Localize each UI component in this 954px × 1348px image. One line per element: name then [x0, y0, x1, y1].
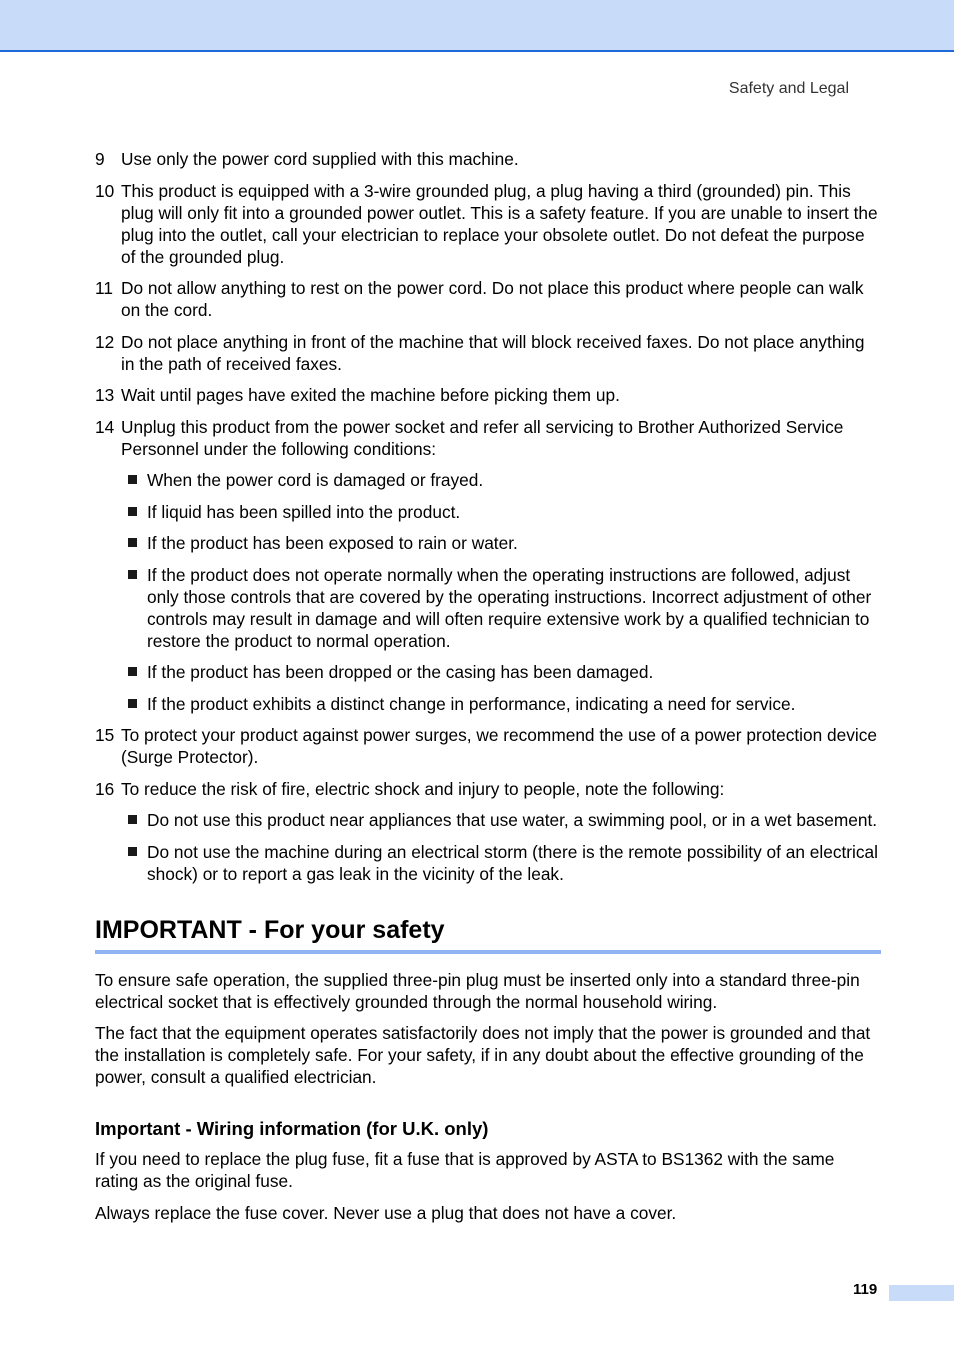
- item-number: 11: [95, 278, 113, 298]
- list-item: [95, 148, 881, 170]
- section-title: IMPORTANT - For your safety: [95, 915, 445, 944]
- bullet-text: If the product has been exposed to rain or water.: [147, 533, 518, 553]
- bullet-text: Do not use this product near appliances that use water, a swimming pool, or in a wet basement.: [147, 810, 878, 830]
- list-item: [95, 277, 881, 321]
- square-bullet-icon: [128, 475, 137, 484]
- bullet-item: [95, 501, 881, 523]
- list-item: [95, 384, 881, 406]
- list-item: [95, 416, 881, 460]
- item-text: Do not place anything in front of the machine that will block received faxes. Do not place anything in the path of received faxes.: [121, 331, 865, 374]
- item-number: 9: [95, 149, 105, 169]
- item-text: This product is equipped with a 3-wire grounded plug, a plug having a third (grounded) pin. This plug will only fit into a grounded power outlet. This is a safety feature. If you are unable to insert the plug into the outlet, call your electrician to replace your obsolete outlet. Do not defeat the purpose of the grounded plug.: [121, 180, 878, 267]
- item-text: Use only the power cord supplied with this machine.: [121, 149, 519, 169]
- bullet-item: [95, 661, 881, 683]
- item-number: 12: [95, 331, 115, 352]
- page-tab: [889, 1285, 954, 1301]
- list-item: [95, 778, 881, 800]
- running-title: Safety and Legal: [728, 80, 849, 97]
- list-item: [95, 331, 881, 375]
- list-item: [95, 724, 881, 768]
- item-number: 15: [95, 725, 115, 745]
- bullet-text: When the power cord is damaged or frayed.: [147, 470, 484, 490]
- paragraph: If you need to replace the plug fuse, fit a fuse that is approved by ASTA to BS1362 with the same rating as the original fuse.: [95, 1149, 835, 1191]
- item-number: 13: [95, 385, 115, 405]
- item-number: 10: [95, 180, 115, 201]
- subsection-title: Important - Wiring information (for U.K. only): [95, 1118, 489, 1139]
- bullet-item: [95, 809, 881, 831]
- bullet-text: If the product does not operate normally when the operating instructions are followed, adjust only those controls that are covered by the operating instructions. Incorrect adjustment of other controls may result in damage and will often require extensive work by a qualified technician to restore the product to normal operation.: [147, 564, 872, 651]
- bullet-text: If the product exhibits a distinct change in performance, indicating a need for service.: [147, 693, 796, 714]
- square-bullet-icon: [128, 507, 137, 516]
- precautions-list: [95, 809, 881, 885]
- page-content: [95, 148, 881, 1233]
- title-underline: [95, 950, 881, 954]
- bullet-item: [95, 469, 881, 491]
- square-bullet-icon: [128, 815, 137, 824]
- bullet-item: [95, 693, 881, 715]
- bullet-item: [95, 564, 881, 652]
- square-bullet-icon: [128, 570, 137, 579]
- item-text: To reduce the risk of fire, electric shock and injury to people, note the following:: [121, 778, 725, 799]
- bullet-item: [95, 532, 881, 554]
- item-text: Wait until pages have exited the machine before picking them up.: [121, 385, 620, 405]
- page-number: 119: [853, 1281, 878, 1298]
- item-text: Unplug this product from the power socket and refer all servicing to Brother Authorized Service Personnel under the following conditions:: [121, 416, 844, 459]
- list-item: [95, 180, 881, 268]
- bullet-text: If liquid has been spilled into the product.: [147, 501, 461, 522]
- square-bullet-icon: [128, 699, 137, 708]
- bullet-item: [95, 841, 881, 885]
- square-bullet-icon: [128, 667, 137, 676]
- paragraph: The fact that the equipment operates satisfactorily does not imply that the power is grounded and that the installation is completely safe. For your safety, if in any doubt about the effective grounding of the power, consult a qualified electrician.: [95, 1023, 871, 1087]
- square-bullet-icon: [128, 538, 137, 547]
- bullet-text: If the product has been dropped or the casing has been damaged.: [147, 662, 654, 682]
- paragraph: To ensure safe operation, the supplied three-pin plug must be inserted only into a standard three-pin electrical socket that is effectively grounded through the normal household wiring.: [95, 969, 860, 1012]
- item-number: 16: [95, 778, 115, 799]
- item-number: 14: [95, 416, 115, 437]
- item-text: To protect your product against power surges, we recommend the use of a power protection device (Surge Protector).: [121, 725, 877, 767]
- conditions-list: [95, 469, 881, 715]
- square-bullet-icon: [128, 847, 137, 856]
- paragraph: Always replace the fuse cover. Never use a plug that does not have a cover.: [95, 1202, 677, 1223]
- header-band: [0, 0, 954, 52]
- item-text: Do not allow anything to rest on the power cord. Do not place this product where people can walk on the cord.: [121, 278, 864, 320]
- bullet-text: Do not use the machine during an electrical storm (there is the remote possibility of an electrical shock) or to report a gas leak in the vicinity of the leak.: [147, 841, 878, 884]
